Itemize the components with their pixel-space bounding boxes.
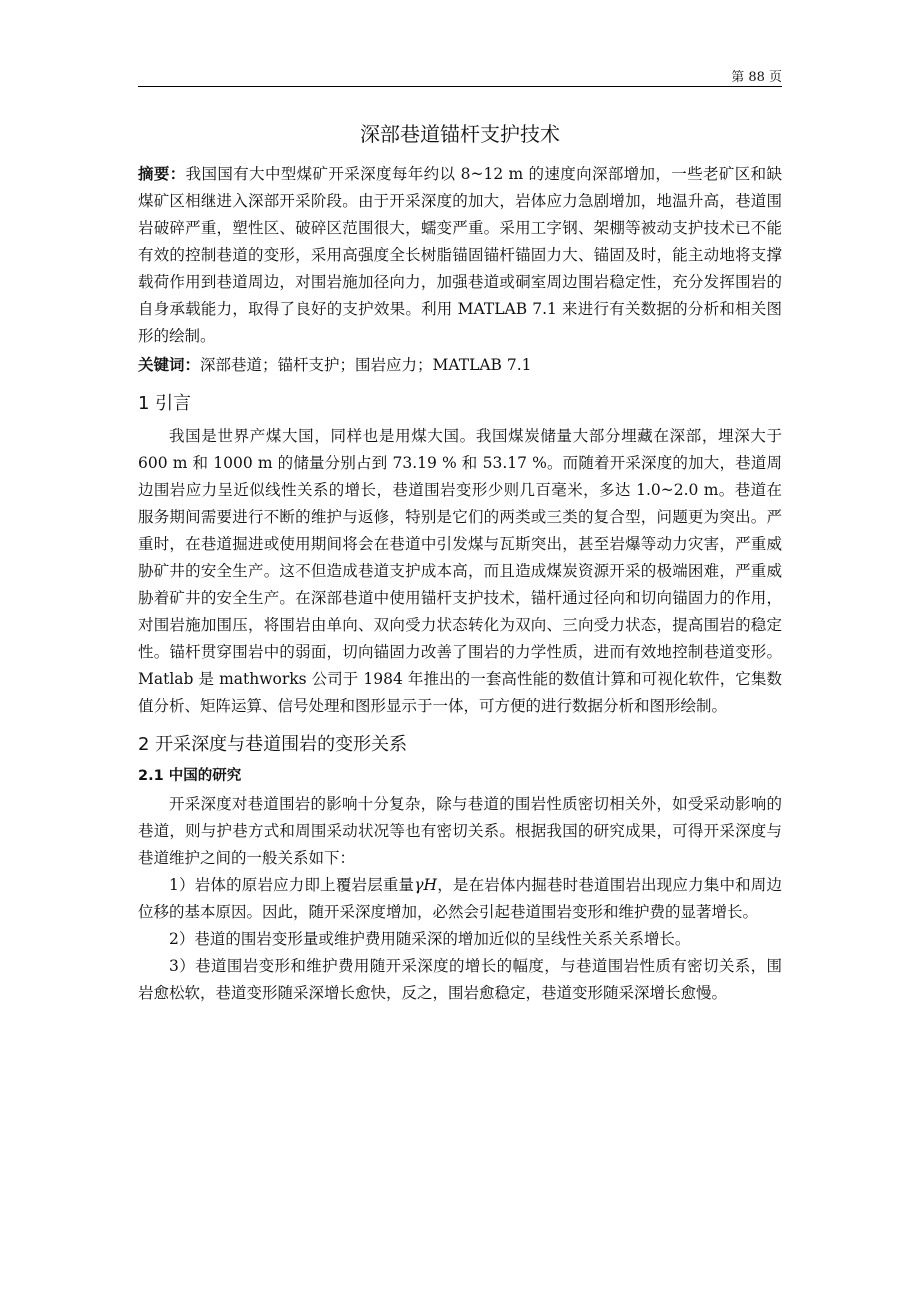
section-1-heading: 1 引言 bbox=[138, 393, 192, 414]
abstract-label: 摘要： bbox=[138, 165, 186, 183]
list-item-3: 3）巷道围岩变形和维护费用随开采深度的增长的幅度，与巷道围岩性质有密切关系，围岩愈松软，巷道变形随采深增长愈快，反之，围岩愈稳定，巷道变形随采深增长愈慢。 bbox=[138, 957, 782, 1002]
section-2-intro: 开采深度对巷道围岩的影响十分复杂，除与巷道的围岩性质密切相关外，如受采动影响的巷道，则与护巷方式和周围采动状况等也有密切关系。根据我国的研究成果，可得开采深度与巷道维护之间的一般关系如下： bbox=[138, 795, 782, 867]
keywords-label: 关键词： bbox=[138, 356, 201, 374]
section-2-heading: 2 开采深度与巷道围岩的变形关系 bbox=[138, 734, 408, 755]
page-content bbox=[138, 118, 782, 1007]
list-item-1 bbox=[138, 872, 782, 926]
header-divider bbox=[138, 86, 782, 87]
keywords-text: 深部巷道；锚杆支护；围岩应力；MATLAB 7.1 bbox=[200, 356, 532, 374]
list-item-1-text-b: ，是在岩体内掘巷时巷道围岩出现应力集中和周边位移的基本原因。因此，随开采深度增加，必然会引起巷道围岩变形和维护费的显著增长。 bbox=[138, 876, 782, 921]
keywords bbox=[138, 352, 782, 379]
document-title: 深部巷道锚杆支护技术 bbox=[360, 122, 560, 146]
section-1-paragraph: 我国是世界产煤大国，同样也是用煤大国。我国煤炭储量大部分埋藏在深部，埋深大于 600 m 和 1000 m 的储量分别占到 73.19 % 和 53.17 %。而随着开采深度的加大，巷道周边围岩应力呈近似线性关系的增长，巷道围岩变形少则几百毫米，多达 1.0~2.0 m。巷道在服务期间需要进行不断的维护与返修，特别是它们的两类或三类的复合型，问题更为突出。严重时，在巷道掘进或使用期间将会在巷道中引发煤与瓦斯突出，甚至岩爆等动力灾害，严重威胁矿井的安全生产。这不但造成巷道支护成本高，而且造成煤炭资源开采的极端困难，严重威胁着矿井的安全生产。在深部巷道中使用锚杆支护技术，锚杆通过径向和切向锚固力的作用，对围岩施加围压，将围岩由单向、双向受力状态转化为双向、三向受力状态，提高围岩的稳定性。锚杆贯穿围岩中的弱面，切向锚固力改善了围岩的力学性质，进而有效地控制巷道变形。 Matlab 是 mathworks 公司于 1984 年推出的一套高性能的数值计算和可视化软件，它集数值分析、矩阵运算、信号处理和图形显示于一体，可方便的进行数据分析和图形绘制。 bbox=[138, 427, 782, 715]
abstract bbox=[138, 161, 782, 350]
list-item-1-text-a: 1）岩体的原岩应力即上覆岩层重量 bbox=[169, 876, 415, 894]
list-item-2: 2）巷道的围岩变形量或维护费用随采深的增加近似的呈线性关系关系增长。 bbox=[169, 930, 691, 948]
abstract-text: 我国国有大中型煤矿开采深度每年约以 8~12 m 的速度向深部增加，一些老矿区和缺煤矿区相继进入深部开采阶段。由于开采深度的加大，岩体应力急剧增加，地温升高，巷道围岩破碎严重，塑性区、破碎区范围很大，蠕变严重。采用工字钢、架棚等被动支护技术已不能有效的控制巷道的变形，采用高强度全长树脂锚固锚杆锚固力大、锚固及时，能主动地将支撑载荷作用到巷道周边，对围岩施加径向力，加强巷道或硐室周边围岩稳定性，充分发挥围岩的自身承载能力，取得了良好的支护效果。利用 MATLAB 7.1 来进行有关数据的分析和相关图形的绘制。 bbox=[138, 165, 782, 345]
formula-gamma-h: γH bbox=[414, 876, 438, 894]
page-number: 第 88 页 bbox=[731, 70, 782, 85]
subsection-2-1-heading: 2.1 中国的研究 bbox=[138, 768, 242, 784]
